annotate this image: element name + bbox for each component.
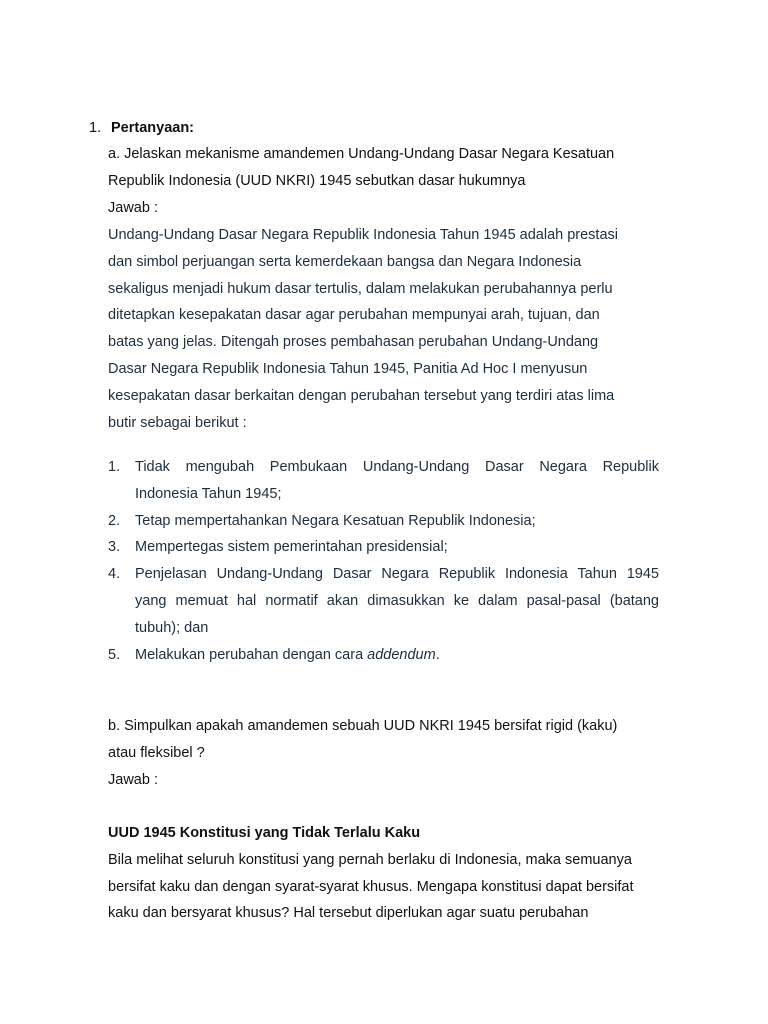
list-item-number: 2. xyxy=(108,512,121,529)
answer-line: batas yang jelas. Ditengah proses pembahasan perubahan Undang-Undang xyxy=(108,334,599,351)
answer-line: dan simbol perjuangan serta kemerdekaan bangsa dan Negara Indonesia xyxy=(108,253,582,270)
list-item-line: tubuh); dan xyxy=(135,619,209,636)
part-b-question xyxy=(108,713,617,793)
list-item xyxy=(108,454,659,508)
basic-agreement-list xyxy=(108,454,659,668)
answer-line: ditetapkan kesepakatan dasar agar perubahan mempunyai arah, tujuan, dan xyxy=(108,307,600,324)
list-item-number: 4. xyxy=(108,566,121,583)
part-b-question-line: atau fleksibel ? xyxy=(108,744,205,761)
part-b-answer xyxy=(108,820,634,927)
list-item-number: 3. xyxy=(108,539,121,556)
list-item-italic-term: addendum xyxy=(367,646,436,663)
list-item-text: Melakukan perubahan dengan cara xyxy=(135,646,368,663)
list-item-line: Mempertegas sistem pemerintahan presidensial; xyxy=(135,539,448,556)
part-a-question-line: a. Jelaskan mekanisme amandemen Undang-Undang Dasar Negara Kesatuan xyxy=(108,146,615,162)
answer-line: sekaligus menjadi hukum dasar tertulis, dalam melakukan perubahannya perlu xyxy=(108,280,613,297)
part-a-question xyxy=(108,141,614,221)
part-b-body-line: kaku dan bersyarat khusus? Hal tersebut diperlukan agar suatu perubahan xyxy=(108,905,589,922)
list-item xyxy=(108,642,659,669)
part-a-answer-paragraph xyxy=(108,222,618,436)
part-b-subheading: UUD 1945 Konstitusi yang Tidak Terlalu Kaku xyxy=(108,825,421,841)
part-b-question-line: b. Simpulkan apakah amandemen sebuah UUD NKRI 1945 bersifat rigid (kaku) xyxy=(108,718,618,734)
list-item-number: 1. xyxy=(108,459,121,475)
list-item xyxy=(108,508,659,535)
list-item-line: Tidak mengubah Pembukaan Undang-Undang Dasar Negara Republik xyxy=(135,459,659,475)
list-item-number: 5. xyxy=(108,646,121,663)
list-item-text-end: . xyxy=(435,646,440,663)
part-b-body-line: bersifat kaku dan dengan syarat-syarat khusus. Mengapa konstitusi dapat bersifat xyxy=(108,878,634,895)
list-item-line: Tetap mempertahankan Negara Kesatuan Republik Indonesia; xyxy=(135,512,536,529)
part-a-answer-label: Jawab : xyxy=(108,199,158,216)
part-b-body-line: Bila melihat seluruh konstitusi yang pernah berlaku di Indonesia, maka semuanya xyxy=(108,851,632,868)
list-item-line xyxy=(135,642,659,669)
list-item-line: Penjelasan Undang-Undang Dasar Negara Republik Indonesia Tahun 1945 xyxy=(135,566,659,583)
list-item-line: Indonesia Tahun 1945; xyxy=(135,485,282,502)
list-item-line: yang memuat hal normatif akan dimasukkan ke dalam pasal-pasal (batang xyxy=(135,592,659,609)
answer-line: kesepakatan dasar berkaitan dengan perubahan tersebut yang terdiri atas lima xyxy=(108,387,615,404)
answer-line: Dasar Negara Republik Indonesia Tahun 1945, Panitia Ad Hoc I menyusun xyxy=(108,360,588,377)
answer-line: Undang-Undang Dasar Negara Republik Indonesia Tahun 1945 adalah prestasi xyxy=(108,227,618,243)
list-item xyxy=(108,534,659,561)
question-heading: Pertanyaan: xyxy=(111,120,195,136)
list-item xyxy=(108,561,659,641)
answer-line: butir sebagai berikut : xyxy=(108,414,247,431)
question-number: 1. xyxy=(89,120,102,136)
part-a-question-line: Republik Indonesia (UUD NKRI) 1945 sebutkan dasar hukumnya xyxy=(108,172,526,189)
part-b-answer-label: Jawab : xyxy=(108,771,158,788)
